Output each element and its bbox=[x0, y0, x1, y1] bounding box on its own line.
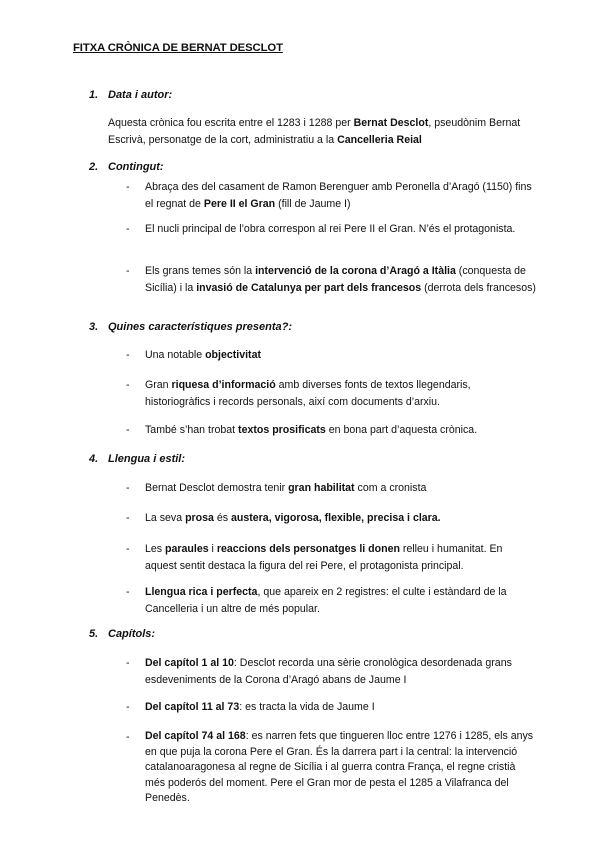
dash-bullet: - bbox=[126, 543, 130, 555]
document-page: FITXA CRÒNICA DE BERNAT DESCLOT 1. Data i autor: Aquesta crònica fou escrita entre el 1283 i 1288 per Bernat Desclot, pseudònim Bernat Escrivà, personatge de la cort, administratiu a la Cancelleria Reial 2. Contingut: - Abraça des del casament de Ramon Berenguer amb Peronella d’Aragó (1150) fins el regnat de Pere II el Gran (fill de Jaume I) - El nucli principal de l’obra correspon al rei Pere II el Gran. N’és el protagonista. - Els grans temes són la intervenció de la corona d’Aragó a Itàlia (conquesta de Sicília) i la invasió de Catalunya per part dels francesos (derrota dels francesos) 3. Quines característiques presenta?: - Una notable objectivitat - Gran riquesa d’informació amb diverses fonts de textos llegendaris, historiogràfics i records personals, així com documents d’arxiu. - També s’han trobat textos prosificats en bona part d’aquesta crònica. 4. Llengua i estil: - Bernat Desclot demostra tenir gran habilitat com a cronista - La seva prosa és austera, vigorosa, flexible, precisa i clara. - Les paraules i reaccions dels personatges li donen relleu i humanitat. En aquest sentit destaca la figura del rei Pere, el protagonista principal. - Llengua rica i perfecta, que apareix en 2 registres: el culte i estàndard de la Cancelleria i un altre de més popular. 5. Capítols: - Del capítol 1 al 10: Desclot recorda una sèrie cronològica desordenada grans esdeveniments de la Corona d’Aragó abans de Jaume I - Del capítol 11 al 73: es tracta la vida de Jaume I - Del capítol 74 al 168: es narren fets que tingueren lloc entre 1276 i 1285, els anys en que puja la corona Pere el Gran. És la darrera part i la central: la intervenció catalanoaragonesa al regne de Sicília i al guerra contra França, el regne cristià més poderós del moment. Pere el Gran mor de pesta el 1285 a Vilafranca del Penedès. bbox=[73, 42, 536, 804]
dash-bullet: - bbox=[126, 701, 130, 713]
dash-bullet: - bbox=[126, 424, 130, 436]
section-heading-text: Data i autor: bbox=[108, 89, 173, 101]
dash-bullet: - bbox=[126, 349, 130, 361]
dash-bullet: - bbox=[126, 265, 130, 277]
section-number: 3. bbox=[89, 321, 99, 333]
page-title: FITXA CRÒNICA DE BERNAT DESCLOT bbox=[73, 42, 283, 54]
section-number: 2. bbox=[89, 161, 99, 173]
section-heading-text: Capítols: bbox=[108, 628, 156, 640]
section-heading-text: Contingut: bbox=[108, 161, 164, 173]
dash-bullet: - bbox=[126, 482, 130, 494]
section-heading-data-autor bbox=[89, 89, 172, 101]
dash-bullet: - bbox=[126, 657, 130, 669]
section-heading-capitols bbox=[89, 628, 155, 640]
section-number: 4. bbox=[89, 453, 99, 465]
dash-bullet: - bbox=[126, 586, 130, 598]
section-heading-contingut bbox=[89, 161, 164, 173]
section-heading-llengua-estil bbox=[89, 453, 185, 465]
section-heading-caracteristiques bbox=[89, 321, 292, 333]
section-number: 1. bbox=[89, 89, 99, 101]
dash-bullet: - bbox=[126, 223, 130, 235]
dash-bullet: - bbox=[126, 181, 130, 193]
section-heading-text: Quines característiques presenta?: bbox=[108, 321, 293, 333]
section-heading-text: Llengua i estil: bbox=[108, 453, 186, 465]
section-intro-paragraph: Aquesta crònica fou escrita entre el 1283 i 1288 per Bernat Desclot, pseudònim Bernat Escrivà, personatge de la cort, administratiu a la Cancelleria Reial bbox=[108, 117, 521, 146]
dash-bullet: - bbox=[126, 512, 130, 524]
section-number: 5. bbox=[89, 628, 99, 640]
dash-bullet: - bbox=[126, 731, 130, 743]
dash-bullet: - bbox=[126, 379, 130, 391]
